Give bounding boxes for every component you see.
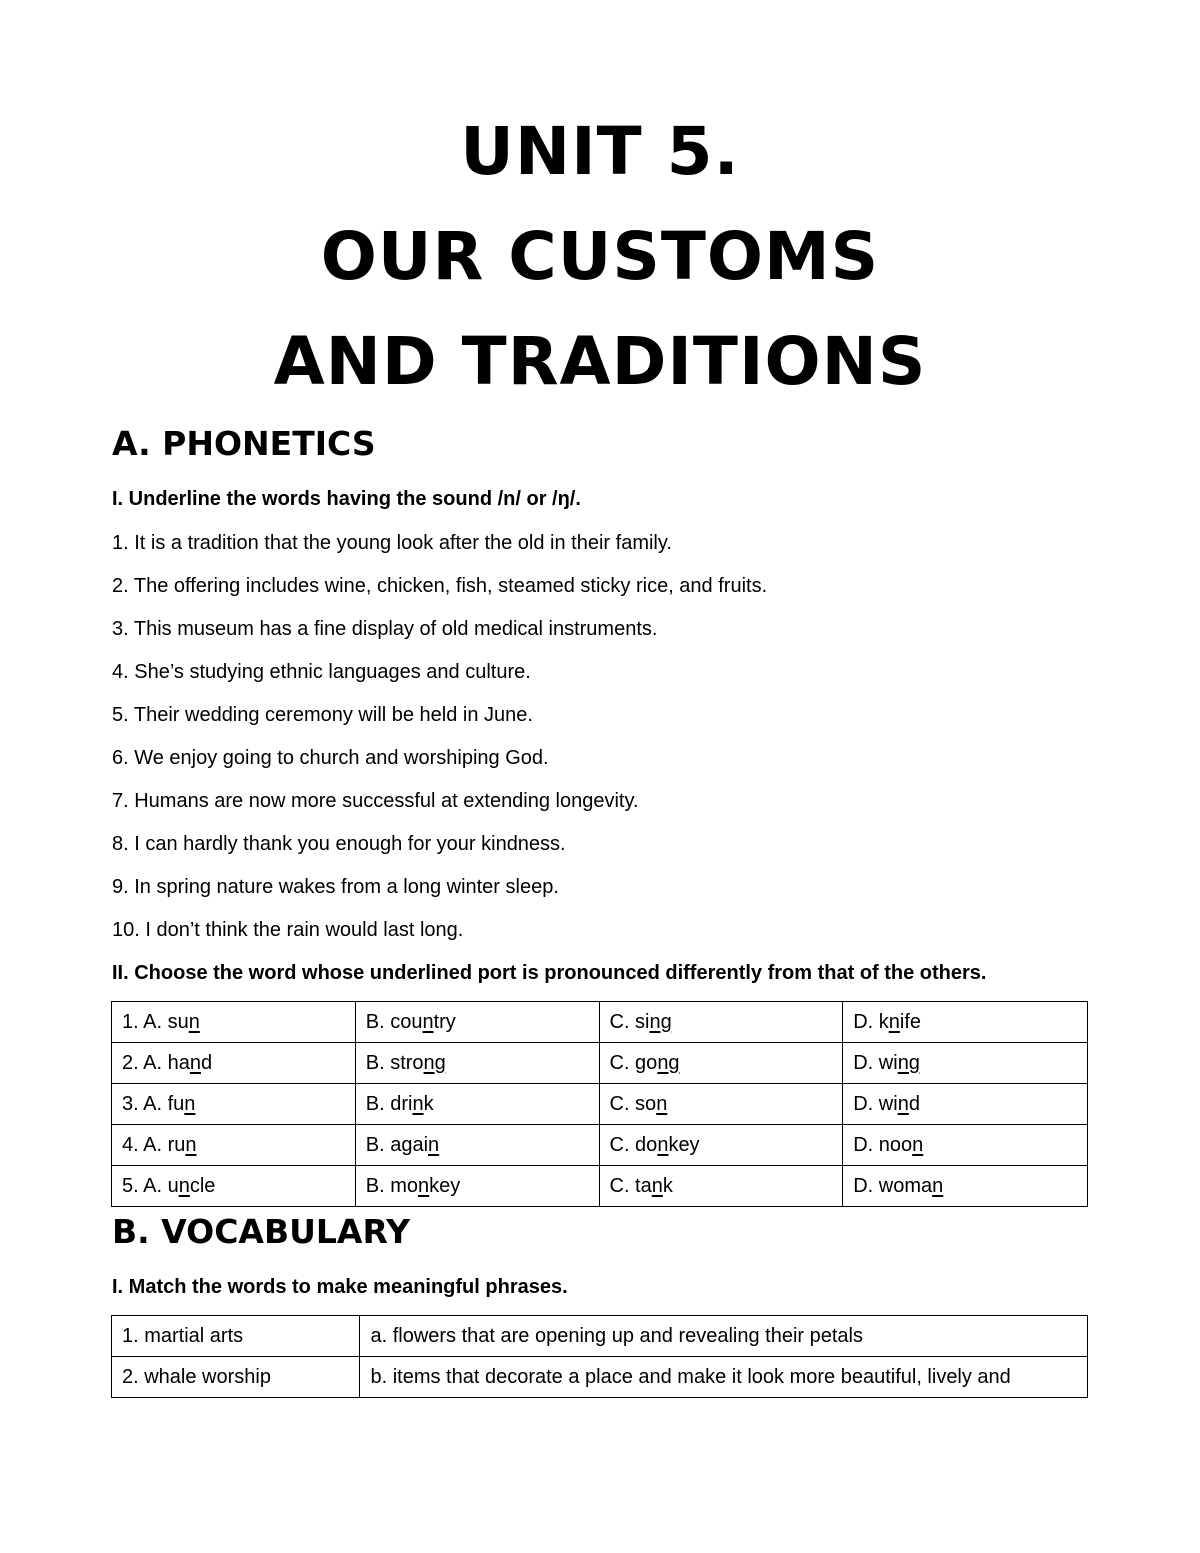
underlined-part: n [932,1174,944,1197]
answer-option [843,1084,1088,1125]
underlined-part: n [189,1051,201,1074]
answer-option [112,1166,356,1207]
option-text: k [423,1092,434,1115]
section-heading-vocabulary: B. VOCABULARY [112,1212,410,1251]
option-text: 1. A. su [122,1010,189,1033]
answer-option [355,1043,599,1084]
option-text: 2. A. ha [122,1051,190,1074]
underlined-part: n [184,1092,196,1115]
option-text: B. agai [365,1133,429,1156]
table-row [112,1084,1088,1125]
answer-option [843,1002,1088,1043]
answer-option [355,1084,599,1125]
match-term: 2. whale worship [112,1357,360,1398]
sentence-item: 7. Humans are now more successful at extending longevity. [112,790,639,812]
option-text: try [433,1010,456,1033]
answer-option [843,1125,1088,1166]
option-text: ife [899,1010,922,1033]
answer-option [843,1043,1088,1084]
sentence-item: 8. I can hardly thank you enough for your kindness. [112,833,566,855]
answer-option [599,1002,843,1043]
option-text: key [429,1174,461,1197]
unit-title-line-3: AND TRADITIONS [273,323,927,400]
vocabulary-instruction-1: I. Match the words to make meaningful phrases. [112,1276,568,1298]
option-text: C. so [609,1092,657,1115]
underlined-part: n [185,1133,197,1156]
option-text: B. dri [365,1092,413,1115]
underlined-part: n [412,1092,424,1115]
option-text: B. mo [365,1174,418,1197]
underlined-part: n [418,1174,430,1197]
option-text: B. cou [365,1010,423,1033]
pronunciation-table [111,1001,1088,1207]
sentence-item: 2. The offering includes wine, chicken, fish, steamed sticky rice, and fruits. [112,575,768,597]
sentence-item: 3. This museum has a fine display of old medical instruments. [112,618,658,640]
phonetics-instruction-2: II. Choose the word whose underlined port is pronounced differently from that of the others. [112,962,987,984]
table-row [112,1166,1088,1207]
answer-option [599,1084,843,1125]
option-text: C. go [609,1051,658,1074]
option-text: C. do [609,1133,658,1156]
answer-option [112,1043,356,1084]
table-row [112,1125,1088,1166]
option-text: 3. A. fu [122,1092,185,1115]
underlined-part: n [188,1010,200,1033]
underlined-part: n [897,1092,909,1115]
option-text: B. stro [365,1051,424,1074]
answer-option [355,1166,599,1207]
option-text: C. ta [609,1174,652,1197]
underlined-part: ng [423,1051,446,1074]
underlined-part: ng [897,1051,920,1074]
unit-title-line-2: OUR CUSTOMS [320,218,880,295]
underlined-part: n [422,1010,434,1033]
underlined-part: n [428,1133,440,1156]
answer-option [112,1125,356,1166]
answer-option [599,1043,843,1084]
option-text: D. wi [853,1051,898,1074]
phonetics-instruction-1: I. Underline the words having the sound /n/ or /ŋ/. [112,488,581,510]
answer-option [599,1125,843,1166]
sentence-item: 4. She’s studying ethnic languages and culture. [112,661,531,683]
matching-table [111,1315,1088,1398]
option-text: D. noo [853,1133,913,1156]
match-definition: b. items that decorate a place and make it look more beautiful, lively and [360,1357,1088,1398]
option-text: C. si [609,1010,650,1033]
table-row [112,1002,1088,1043]
answer-option [112,1084,356,1125]
option-text: 5. A. u [122,1174,179,1197]
sentence-item: 1. It is a tradition that the young look after the old in their family. [112,532,672,554]
underlined-part: ng [657,1051,680,1074]
underlined-part: n [888,1010,900,1033]
answer-option [355,1002,599,1043]
table-row [112,1357,1088,1398]
sentence-item: 10. I don’t think the rain would last long. [112,919,464,941]
table-row [112,1043,1088,1084]
match-definition: a. flowers that are opening up and revealing their petals [360,1316,1088,1357]
option-text: k [662,1174,673,1197]
answer-option [355,1125,599,1166]
option-text: D. woma [853,1174,933,1197]
option-text: D. k [853,1010,889,1033]
answer-option [599,1166,843,1207]
table-row [112,1316,1088,1357]
option-text: key [668,1133,700,1156]
match-term: 1. martial arts [112,1316,360,1357]
sentence-item: 6. We enjoy going to church and worshiping God. [112,747,549,769]
underlined-part: ng [649,1010,672,1033]
underlined-part: n [657,1133,669,1156]
option-text: d [200,1051,213,1074]
underlined-part: n [651,1174,663,1197]
sentence-item: 5. Their wedding ceremony will be held in June. [112,704,533,726]
sentence-item: 9. In spring nature wakes from a long winter sleep. [112,876,559,898]
option-text: d [908,1092,920,1115]
underlined-part: n [656,1092,668,1115]
underlined-part: n [178,1174,190,1197]
option-text: 4. A. ru [122,1133,186,1156]
underlined-part: n [912,1133,924,1156]
option-text: D. wi [853,1092,898,1115]
answer-option [112,1002,356,1043]
section-heading-phonetics: A. PHONETICS [112,424,376,463]
answer-option [843,1166,1088,1207]
option-text: cle [189,1174,216,1197]
unit-title: UNIT 5. [460,113,740,190]
